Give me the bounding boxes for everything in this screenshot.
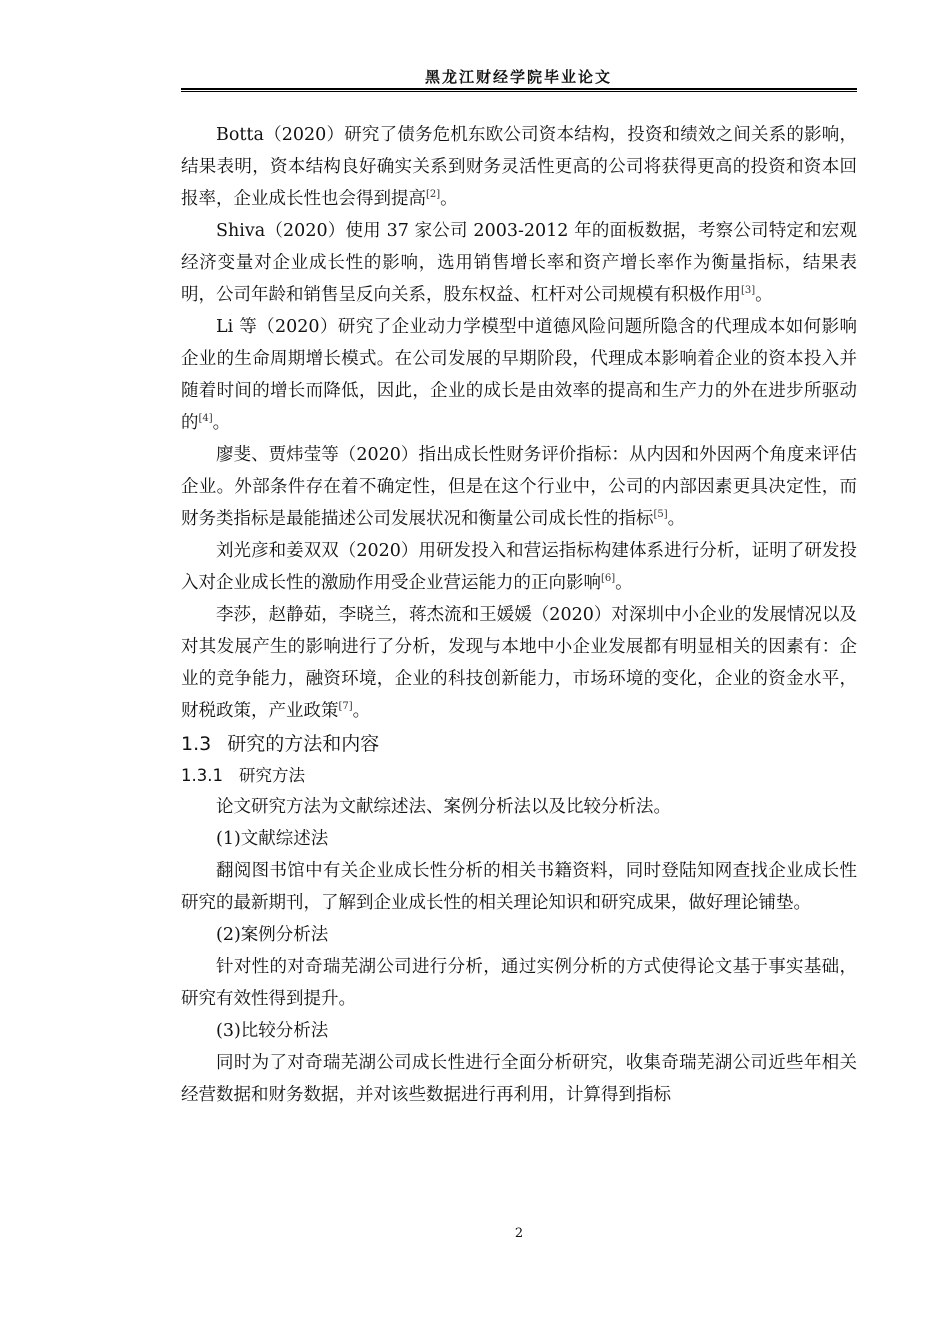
paragraph-li: Li 等（2020）研究了企业动力学模型中道德风险问题所隐含的代理成本如何影响企业的生命周期增长模式。在公司发展的早期阶段，代理成本影响着企业的资本投入并随着时间的增长而降低，因此，企业的成长是由效率的提高和生产力的外在进步所驱动的[4]。 (181, 317, 857, 433)
paragraph-text: Li 等（2020）研究了企业动力学模型中道德风险问题所隐含的代理成本如何影响企业的生命周期增长模式。在公司发展的早期阶段，代理成本影响着企业的资本投入并随着时间的增长而降低，因此，企业的成长是由效率的提高和生产力的外在进步所驱动的 (181, 317, 857, 433)
paragraph-lisha: 李莎，赵静茹，李晓兰，蒋杰流和王媛媛（2020）对深圳中小企业的发展情况以及对其发展产生的影响进行了分析，发现与本地中小企业发展都有明显相关的因素有：企业的竞争能力，融资环境，企业的科技创新能力，市场环境的变化，企业的资金水平，财税政策，产业政策[7]。 (181, 605, 857, 721)
method-2-title: (2)案例分析法 (216, 925, 329, 945)
subsection-heading: 1.3.1 研究方法 (181, 766, 305, 785)
page-number: 2 (514, 1226, 524, 1241)
citation-ref[interactable]: [7] (338, 701, 353, 713)
methods-intro: 论文研究方法为文献综述法、案例分析法以及比较分析法。 (216, 797, 671, 817)
method-3-text: 同时为了对奇瑞芜湖公司成长性进行全面分析研究，收集奇瑞芜湖公司近些年相关经营数据和财务数据，并对该些数据进行再利用，计算得到指标 (181, 1053, 857, 1105)
paragraph-botta: Botta（2020）研究了债务危机东欧公司资本结构，投资和绩效之间关系的影响，结果表明，资本结构良好确实关系到财务灵活性更高的公司将获得更高的投资和资本回报率，企业成长性也会得到提高[2]。 (181, 125, 857, 209)
paragraph-text: 刘光彦和姜双双（2020）用研发投入和营运指标构建体系进行分析，证明了研发投入对企业成长性的激励作用受企业营运能力的正向影响 (181, 541, 857, 593)
citation-ref[interactable]: [5] (653, 509, 668, 521)
method-3-title: (3)比较分析法 (216, 1021, 329, 1041)
citation-ref[interactable]: [6] (601, 573, 616, 585)
citation-ref[interactable]: [4] (198, 413, 213, 425)
header-rule-thick (181, 88, 857, 90)
paragraph-text: 廖斐、贾炜莹等（2020）指出成长性财务评价指标：从内因和外因两个角度来评估企业。外部条件存在着不确定性，但是在这个行业中，公司的内部因素更具决定性，而财务类指标是最能描述公司发展状况和衡量公司成长性的指标 (181, 445, 857, 529)
paragraph-text: Shiva（2020）使用 37 家公司 2003-2012 年的面板数据，考察公司特定和宏观经济变量对企业成长性的影响，选用销售增长率和资产增长率作为衡量指标，结果表明，公司年龄和销售呈反向关系，股东权益、杠杆对公司规模有积极作用 (181, 221, 857, 305)
citation-ref[interactable]: [2] (426, 189, 441, 201)
method-2-text: 针对性的对奇瑞芜湖公司进行分析，通过实例分析的方式使得论文基于事实基础，研究有效性得到提升。 (181, 957, 857, 1009)
paragraph-text: 李莎，赵静茹，李晓兰，蒋杰流和王媛媛（2020）对深圳中小企业的发展情况以及对其发展产生的影响进行了分析，发现与本地中小企业发展都有明显相关的因素有：企业的竞争能力，融资环境，企业的科技创新能力，市场环境的变化，企业的资金水平，财税政策，产业政策 (181, 605, 857, 721)
section-heading: 1.3 研究的方法和内容 (181, 733, 380, 755)
citation-ref[interactable]: [3] (741, 285, 756, 297)
paragraph-liao: 廖斐、贾炜莹等（2020）指出成长性财务评价指标：从内因和外因两个角度来评估企业。外部条件存在着不确定性，但是在这个行业中，公司的内部因素更具决定性，而财务类指标是最能描述公司发展状况和衡量公司成长性的指标[5]。 (181, 445, 857, 529)
method-1-title: (1)文献综述法 (216, 829, 329, 849)
header-rule-thin (181, 91, 857, 92)
paragraph-text: Botta（2020）研究了债务危机东欧公司资本结构，投资和绩效之间关系的影响，结果表明，资本结构良好确实关系到财务灵活性更高的公司将获得更高的投资和资本回报率，企业成长性也会得到提高 (181, 125, 857, 209)
running-header: 黑龙江财经学院毕业论文 (424, 68, 612, 86)
paragraph-liu: 刘光彦和姜双双（2020）用研发投入和营运指标构建体系进行分析，证明了研发投入对企业成长性的激励作用受企业营运能力的正向影响[6]。 (181, 541, 857, 593)
body-text (181, 119, 857, 1111)
method-1-text: 翻阅图书馆中有关企业成长性分析的相关书籍资料，同时登陆知网查找企业成长性研究的最新期刊，了解到企业成长性的相关理论知识和研究成果，做好理论铺垫。 (181, 861, 857, 913)
paragraph-shiva: Shiva（2020）使用 37 家公司 2003-2012 年的面板数据，考察公司特定和宏观经济变量对企业成长性的影响，选用销售增长率和资产增长率作为衡量指标，结果表明，公司年龄和销售呈反向关系，股东权益、杠杆对公司规模有积极作用[3]。 (181, 221, 857, 305)
